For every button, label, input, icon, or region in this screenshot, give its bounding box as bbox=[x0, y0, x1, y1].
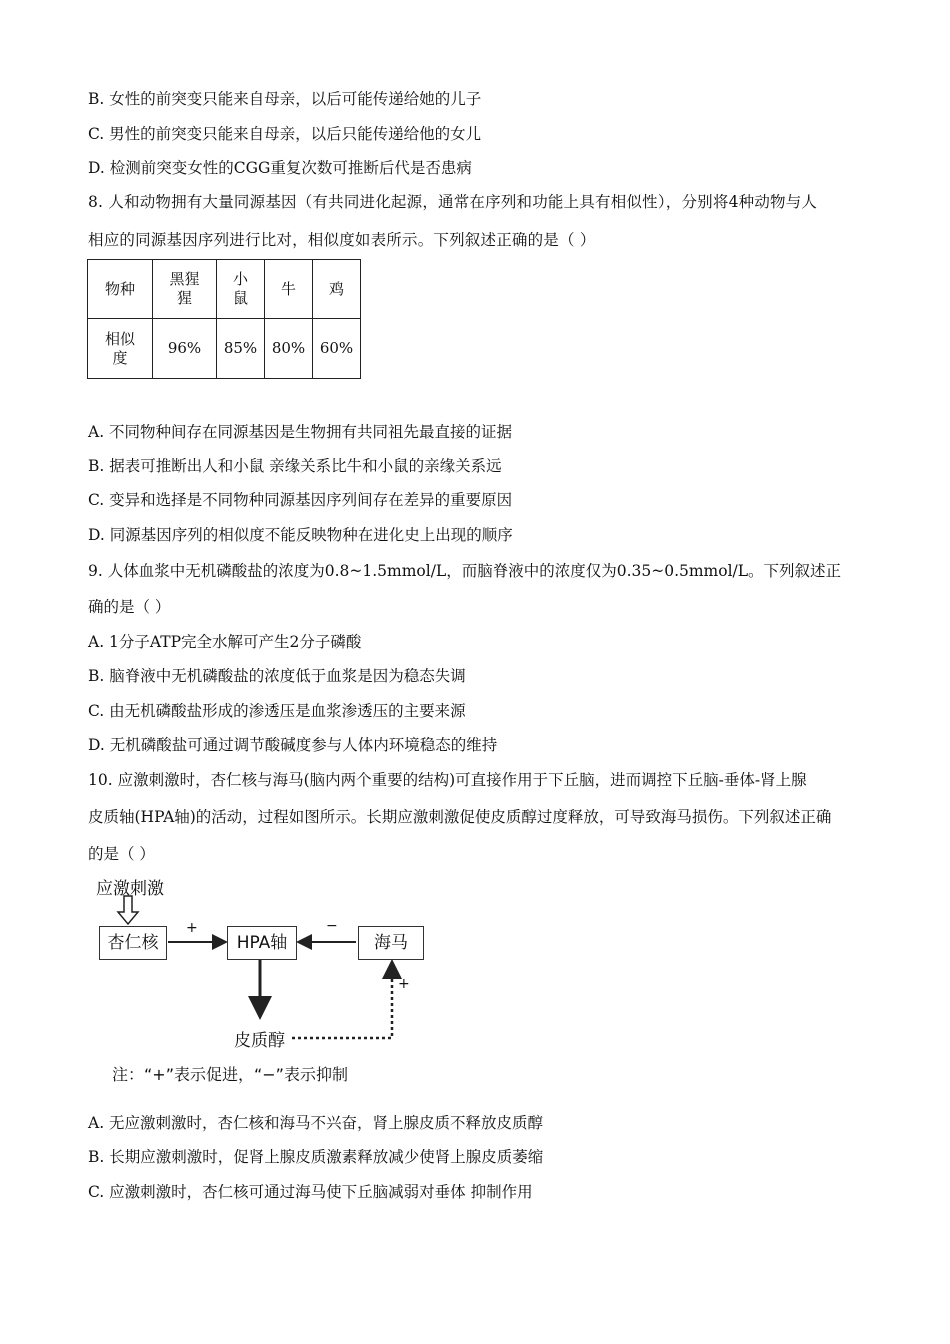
diagram-arrows bbox=[88, 868, 528, 1088]
promote-sign: + bbox=[186, 920, 198, 936]
table-row-similarity bbox=[88, 319, 361, 379]
q8-option-c: C. 变异和选择是不同物种同源基因序列间存在差异的重要原因 bbox=[88, 491, 513, 509]
cortisol-to-hippocampus-arrow bbox=[292, 964, 392, 1038]
q10-stem-line2: 皮质轴(HPA轴)的活动，过程如图所示。长期应激刺激促使皮质醇过度释放，可导致海马损伤。下列叙述正确 bbox=[88, 808, 832, 826]
similarity-table bbox=[87, 259, 361, 379]
q7-option-d: D. 检测前突变女性的CGG重复次数可推断后代是否患病 bbox=[88, 159, 472, 177]
hippocampus-box: 海马 bbox=[358, 926, 424, 960]
diagram-note: 注：“+”表示促进，“−”表示抑制 bbox=[112, 1065, 348, 1084]
stimulus-arrow bbox=[118, 896, 138, 924]
q9-option-c: C. 由无机磷酸盐形成的渗透压是血浆渗透压的主要来源 bbox=[88, 702, 466, 720]
inhibit-sign: − bbox=[326, 918, 338, 934]
hpa-axis-diagram bbox=[88, 868, 528, 1088]
q8-stem-line1: 8. 人和动物拥有大量同源基因（有共同进化起源，通常在序列和功能上具有相似性），分别将4种动物与人 bbox=[88, 193, 818, 211]
q8-stem-line2: 相应的同源基因序列进行比对，相似度如表所示。下列叙述正确的是（ ） bbox=[88, 231, 596, 249]
q7-option-c: C. 男性的前突变只能来自母亲，以后只能传递给他的女儿 bbox=[88, 125, 482, 143]
table-header-species: 物种 bbox=[88, 260, 153, 319]
amygdala-box: 杏仁核 bbox=[99, 926, 167, 960]
q9-option-b: B. 脑脊液中无机磷酸盐的浓度低于血浆是因为稳态失调 bbox=[88, 667, 466, 685]
stress-stimulus-label: 应激刺激 bbox=[96, 879, 164, 899]
q8-option-a: A. 不同物种间存在同源基因是生物拥有共同祖先最直接的证据 bbox=[88, 423, 513, 441]
cortisol-label: 皮质醇 bbox=[234, 1031, 285, 1051]
table-cell-value: 85% bbox=[217, 319, 265, 379]
q10-option-b: B. 长期应激刺激时，促肾上腺皮质激素释放减少使肾上腺皮质萎缩 bbox=[88, 1148, 544, 1166]
q7-option-b: B. 女性的前突变只能来自母亲，以后可能传递给她的儿子 bbox=[88, 90, 482, 108]
q9-option-a: A. 1分子ATP完全水解可产生2分子磷酸 bbox=[88, 633, 362, 651]
hpa-axis-box: HPA轴 bbox=[227, 926, 297, 960]
q9-stem-line2: 确的是（ ） bbox=[88, 598, 171, 616]
table-cell-species: 牛 bbox=[265, 260, 313, 319]
table-header-similarity: 相似度 bbox=[88, 319, 153, 379]
q10-option-c: C. 应激刺激时，杏仁核可通过海马使下丘脑减弱对垂体 抑制作用 bbox=[88, 1183, 533, 1201]
table-cell-value: 96% bbox=[153, 319, 217, 379]
q9-stem-line1: 9. 人体血浆中无机磷酸盐的浓度为0.8~1.5mmol/L，而脑脊液中的浓度仅为0.35~0.5mmol/L。下列叙述正 bbox=[88, 562, 842, 580]
table-row-species bbox=[88, 260, 361, 319]
q10-stem-line1: 10. 应激刺激时，杏仁核与海马(脑内两个重要的结构)可直接作用于下丘脑，进而调控下丘脑-垂体-肾上腺 bbox=[88, 771, 807, 789]
q9-option-d: D. 无机磷酸盐可通过调节酸碱度参与人体内环境稳态的维持 bbox=[88, 736, 498, 754]
table-cell-species: 鸡 bbox=[313, 260, 361, 319]
table-cell-species: 黑猩猩 bbox=[153, 260, 217, 319]
promote-sign: + bbox=[398, 976, 410, 992]
q10-stem-line3: 的是（ ） bbox=[88, 845, 155, 863]
table-cell-value: 60% bbox=[313, 319, 361, 379]
table-cell-value: 80% bbox=[265, 319, 313, 379]
table-cell-species: 小鼠 bbox=[217, 260, 265, 319]
q10-option-a: A. 无应激刺激时，杏仁核和海马不兴奋，肾上腺皮质不释放皮质醇 bbox=[88, 1114, 544, 1132]
q8-option-d: D. 同源基因序列的相似度不能反映物种在进化史上出现的顺序 bbox=[88, 526, 513, 544]
q8-option-b: B. 据表可推断出人和小鼠 亲缘关系比牛和小鼠的亲缘关系远 bbox=[88, 457, 502, 475]
